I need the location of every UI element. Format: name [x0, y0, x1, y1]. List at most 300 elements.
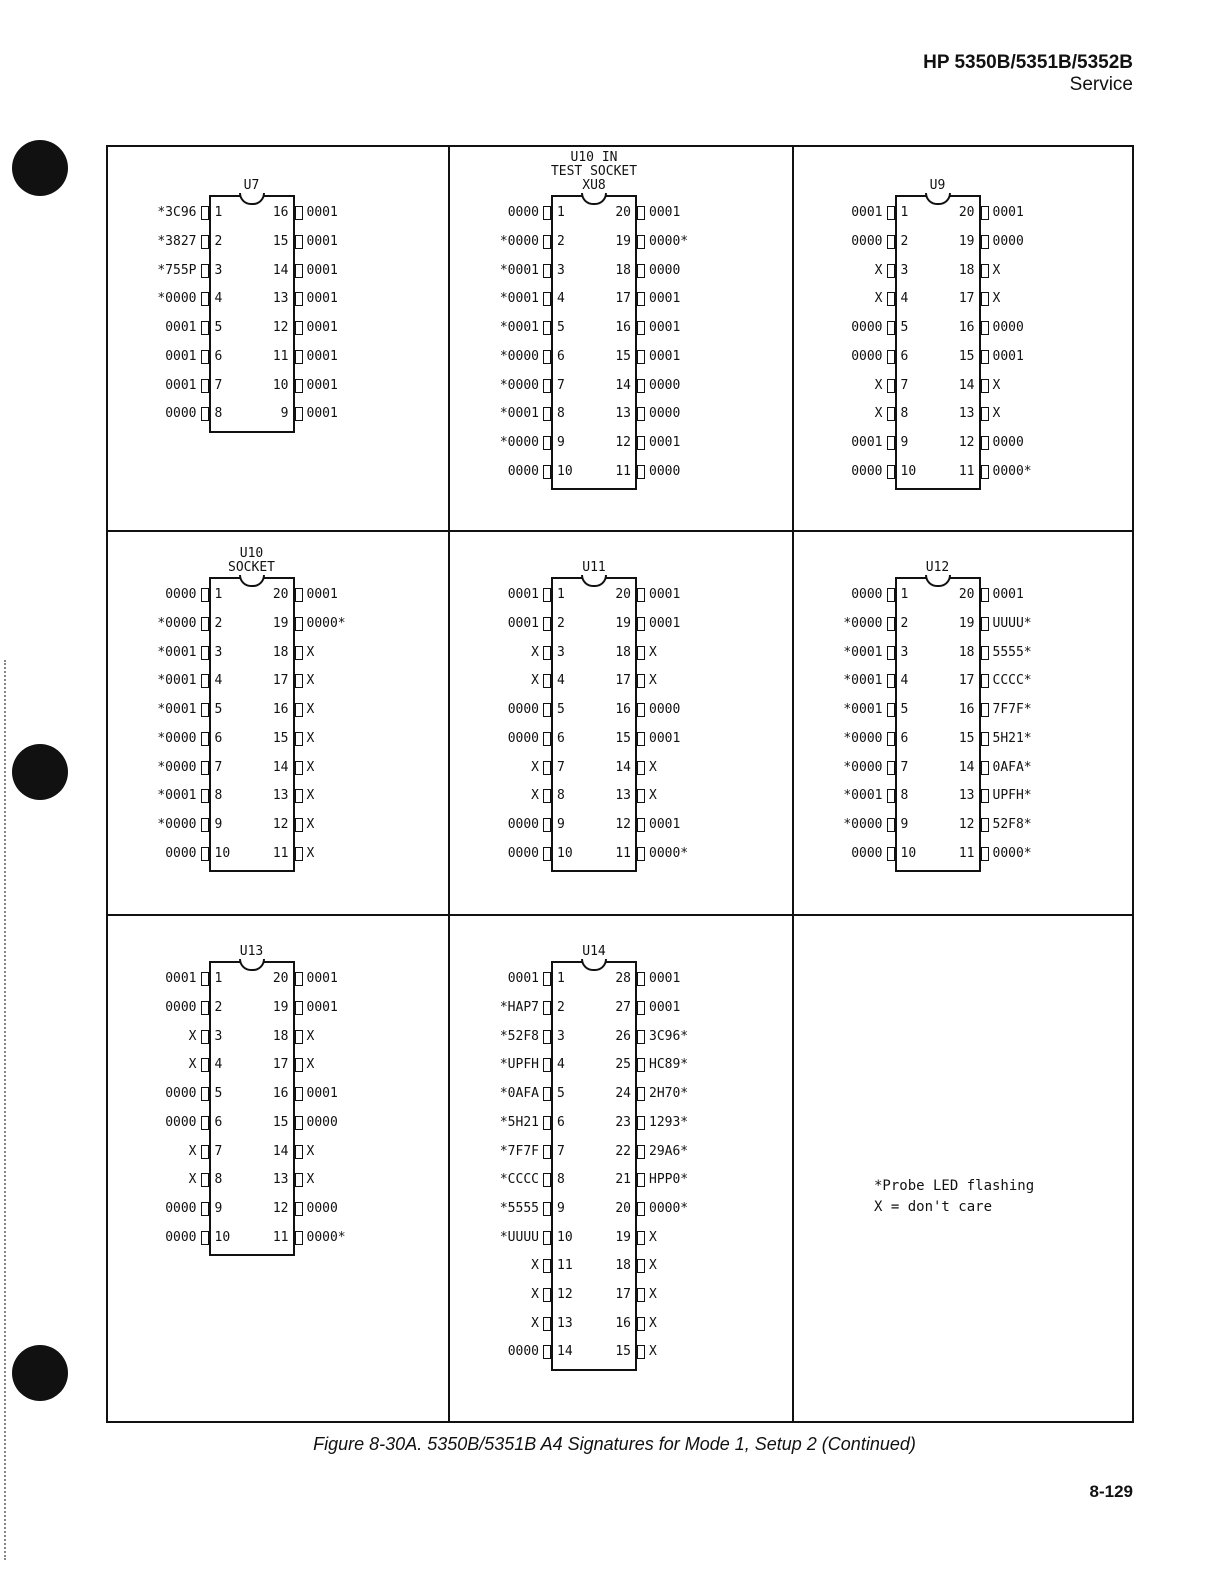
pin-right: [295, 789, 303, 803]
pin-signature: X: [649, 1229, 657, 1245]
pin-number: 15: [958, 730, 975, 746]
pin-signature: X: [649, 1344, 657, 1360]
grid-divider-h2: [108, 914, 1132, 916]
pin-signature: 0000: [649, 377, 681, 393]
pin-signature: 0000: [306, 1200, 338, 1216]
pin-number: 26: [615, 1028, 631, 1044]
pin-left: [201, 818, 209, 832]
pin-number: 20: [615, 587, 631, 603]
pin-signature: 0001: [306, 320, 338, 336]
pin-right: [981, 407, 989, 421]
pin-number: 20: [958, 587, 975, 603]
pin-signature: 0000: [507, 702, 539, 718]
pin-left: [543, 436, 551, 450]
pin-left: [887, 761, 895, 775]
pin-signature: *0001: [843, 673, 883, 689]
pin-right: [295, 972, 303, 986]
pin-right: [295, 761, 303, 775]
pin-signature: *7F7F: [499, 1143, 539, 1159]
pin-right: [637, 617, 645, 631]
pin-left: [543, 465, 551, 479]
pin-number: 6: [900, 348, 909, 364]
chip-title-line: U7: [243, 178, 260, 193]
pin-right: [295, 703, 303, 717]
pin-signature: *3C96: [157, 205, 197, 221]
pin-signature: X: [992, 262, 1001, 278]
pin-signature: 0001: [306, 262, 338, 278]
pin-number: 15: [615, 730, 631, 746]
pin-number: 4: [557, 673, 565, 689]
pin-number: 2: [900, 616, 909, 632]
pin-signature: *0001: [499, 262, 539, 278]
pin-left: [543, 407, 551, 421]
pin-right: [637, 1259, 645, 1273]
pin-left: [201, 264, 209, 278]
pin-signature: *CCCC: [499, 1172, 539, 1188]
pin-number: 5: [557, 1086, 565, 1102]
chip-title-line: SOCKET: [228, 560, 275, 575]
pin-signature: *0000: [157, 759, 197, 775]
pin-number: 17: [958, 291, 975, 307]
pin-signature: UPFH*: [992, 788, 1032, 804]
chip-title: [494, 561, 694, 575]
pin-signature: 0000: [851, 587, 883, 603]
pin-signature: 0000*: [649, 845, 689, 861]
pin-signature: 0001: [992, 205, 1024, 221]
pin-left: [543, 321, 551, 335]
pin-signature: 0000: [165, 1229, 197, 1245]
pin-signature: *0001: [499, 406, 539, 422]
pin-number: 11: [557, 1258, 573, 1274]
pin-right: [637, 1058, 645, 1072]
pin-left: [887, 818, 895, 832]
pin-number: 4: [900, 291, 909, 307]
pin-number: 2: [214, 234, 223, 250]
pin-number: 1: [214, 587, 223, 603]
pin-right: [981, 379, 989, 393]
pin-right: [295, 1202, 303, 1216]
pin-number: 5: [900, 320, 909, 336]
pin-number: 2: [900, 234, 909, 250]
pin-left: [887, 674, 895, 688]
pin-right: [295, 206, 303, 220]
pin-number: 11: [272, 348, 289, 364]
pin-number: 23: [615, 1114, 631, 1130]
pin-signature: 0000: [649, 702, 681, 718]
pin-right: [637, 1173, 645, 1187]
pin-signature: X: [531, 673, 539, 689]
pin-number: 17: [615, 1287, 631, 1303]
pin-number: 2: [557, 1000, 565, 1016]
pin-left: [201, 732, 209, 746]
pin-signature: 0000: [507, 730, 539, 746]
legend: [874, 1176, 1034, 1218]
pin-number: 13: [958, 788, 975, 804]
pin-number: 5: [557, 702, 565, 718]
pin-signature: 0000*: [306, 1229, 346, 1245]
pin-left: [887, 235, 895, 249]
pin-signature: 0001: [306, 377, 338, 393]
pin-signature: 0000*: [992, 845, 1032, 861]
pin-right: [295, 646, 303, 660]
pin-left: [543, 972, 551, 986]
pin-right: [981, 674, 989, 688]
pin-right: [637, 321, 645, 335]
pin-number: 8: [214, 1172, 223, 1188]
pin-number: 17: [615, 673, 631, 689]
pin-signature: 0001: [992, 348, 1024, 364]
pin-signature: X: [531, 1287, 539, 1303]
pin-signature: *755P: [157, 262, 197, 278]
pin-number: 7: [214, 1143, 223, 1159]
pin-signature: X: [188, 1143, 197, 1159]
pin-signature: 0001: [649, 348, 681, 364]
pin-signature: 0000: [992, 320, 1024, 336]
pin-signature: CCCC*: [992, 673, 1032, 689]
pin-number: 13: [615, 788, 631, 804]
pin-left: [543, 1001, 551, 1015]
pin-number: 16: [272, 702, 289, 718]
pin-signature: X: [531, 644, 539, 660]
chip-title-line: U10 IN: [570, 150, 618, 165]
pin-signature: X: [306, 702, 315, 718]
pin-number: 19: [272, 616, 289, 632]
chip-u14-7: [499, 944, 689, 1371]
pin-right: [637, 761, 645, 775]
pin-left: [543, 1087, 551, 1101]
chip-title-line: TEST SOCKET: [550, 164, 638, 179]
pin-number: 8: [557, 1172, 565, 1188]
pin-signature: 52F8*: [992, 816, 1032, 832]
pin-number: 17: [958, 673, 975, 689]
pin-right: [981, 588, 989, 602]
pin-number: 3: [900, 644, 909, 660]
pin-signature: 0000*: [306, 616, 346, 632]
pin-number: 1: [557, 587, 565, 603]
pin-number: 6: [214, 730, 223, 746]
pin-right: [637, 1145, 645, 1159]
pin-number: 8: [214, 788, 223, 804]
pin-right: [637, 703, 645, 717]
pin-number: 3: [214, 1028, 223, 1044]
pin-left: [887, 321, 895, 335]
pin-signature: X: [306, 845, 315, 861]
pin-left: [543, 732, 551, 746]
punch-hole-top: [12, 140, 68, 196]
pin-right: [637, 1001, 645, 1015]
pin-number: 19: [958, 616, 975, 632]
pin-signature: 0001: [306, 587, 338, 603]
pin-number: 16: [958, 702, 975, 718]
pin-right: [295, 235, 303, 249]
pin-right: [295, 379, 303, 393]
pin-number: 3: [214, 262, 223, 278]
grid-divider-v2: [792, 147, 794, 1421]
pin-right: [637, 1317, 645, 1331]
pin-number: 9: [557, 1200, 565, 1216]
pin-right: [981, 732, 989, 746]
pin-signature: *0000: [843, 759, 883, 775]
pin-left: [543, 646, 551, 660]
pin-number: 12: [272, 320, 289, 336]
pin-left: [543, 847, 551, 861]
pin-right: [981, 789, 989, 803]
pin-number: 19: [615, 616, 631, 632]
pin-signature: 0000: [165, 406, 197, 422]
pin-number: 9: [900, 816, 909, 832]
pin-signature: X: [992, 377, 1001, 393]
pin-number: 14: [958, 759, 975, 775]
pin-right: [295, 1116, 303, 1130]
chip-u10-3: [157, 546, 346, 872]
chip-u13-6: [165, 944, 346, 1256]
pin-number: 2: [557, 616, 565, 632]
pin-signature: 0000: [649, 463, 681, 479]
pin-signature: 0000*: [649, 1200, 689, 1216]
pin-right: [981, 206, 989, 220]
chip-title: [838, 179, 1038, 193]
pin-left: [543, 1058, 551, 1072]
pin-number: 12: [272, 816, 289, 832]
pin-number: 13: [557, 1315, 573, 1331]
chip-u9-2: [851, 178, 1032, 490]
chip-title: [494, 945, 694, 959]
pin-signature: 0000: [851, 845, 883, 861]
pin-signature: 0001: [507, 587, 539, 603]
pin-number: 20: [958, 205, 975, 221]
pin-number: 16: [958, 320, 975, 336]
pin-signature: *0000: [499, 434, 539, 450]
pin-signature: 0000: [992, 234, 1024, 250]
pin-number: 7: [557, 377, 565, 393]
pin-right: [295, 321, 303, 335]
pin-signature: 0001: [306, 1000, 338, 1016]
pin-number: 9: [900, 434, 909, 450]
pin-signature: X: [306, 1057, 315, 1073]
pin-number: 15: [272, 234, 289, 250]
pin-right: [637, 1202, 645, 1216]
pin-signature: *0AFA: [499, 1086, 539, 1102]
pin-number: 12: [615, 816, 631, 832]
pin-signature: 5H21*: [992, 730, 1032, 746]
pin-left: [887, 703, 895, 717]
pin-number: 20: [272, 971, 289, 987]
pin-signature: 0000: [851, 463, 883, 479]
pin-signature: 0001: [165, 348, 197, 364]
pin-right: [295, 818, 303, 832]
pin-left: [201, 761, 209, 775]
pin-signature: 1293*: [649, 1114, 689, 1130]
pin-number: 20: [615, 1200, 631, 1216]
pin-number: 1: [900, 587, 909, 603]
pin-right: [637, 646, 645, 660]
pin-signature: 0001: [851, 205, 883, 221]
pin-right: [295, 292, 303, 306]
pin-number: 4: [557, 1057, 565, 1073]
pin-left: [887, 292, 895, 306]
pin-number: 7: [214, 759, 223, 775]
pin-left: [201, 1231, 209, 1245]
pin-number: 11: [272, 845, 289, 861]
chip-u10-in-1: [499, 150, 689, 490]
pin-number: 16: [615, 1315, 631, 1331]
chip-u11-4: [507, 560, 689, 872]
pin-number: 8: [900, 406, 909, 422]
pin-signature: X: [992, 406, 1001, 422]
chip-title: [152, 945, 352, 959]
pin-signature: X: [188, 1028, 197, 1044]
pin-number: 21: [615, 1172, 631, 1188]
pin-number: 18: [958, 644, 975, 660]
pin-right: [637, 674, 645, 688]
pin-signature: 0001: [649, 616, 681, 632]
pin-number: 19: [615, 1229, 631, 1245]
pin-right: [981, 235, 989, 249]
pin-signature: 0000: [165, 1114, 197, 1130]
pin-signature: X: [649, 673, 657, 689]
pin-right: [981, 292, 989, 306]
pin-right: [637, 1345, 645, 1359]
pin-number: 19: [272, 1000, 289, 1016]
pin-signature: 0001: [165, 971, 197, 987]
pin-left: [543, 674, 551, 688]
pin-signature: 0001: [306, 971, 338, 987]
pin-left: [543, 818, 551, 832]
pin-number: 1: [214, 971, 223, 987]
pin-right: [295, 588, 303, 602]
pin-signature: *UPFH: [499, 1057, 539, 1073]
pin-right: [637, 264, 645, 278]
chip-title-line: U12: [925, 560, 950, 575]
pin-left: [543, 1145, 551, 1159]
pin-number: 16: [615, 702, 631, 718]
pin-left: [887, 436, 895, 450]
pin-left: [543, 1259, 551, 1273]
pin-number: 28: [615, 971, 631, 987]
pin-left: [543, 235, 551, 249]
pin-signature: X: [306, 816, 315, 832]
pin-number: 10: [214, 845, 231, 861]
pin-left: [201, 1116, 209, 1130]
pin-number: 19: [615, 234, 631, 250]
pin-signature: 0000: [165, 587, 197, 603]
pin-number: 14: [272, 1143, 289, 1159]
pin-left: [201, 847, 209, 861]
pin-number: 24: [615, 1086, 631, 1102]
pin-signature: *0001: [157, 788, 197, 804]
chip-title: [152, 179, 352, 193]
pin-left: [543, 617, 551, 631]
pin-left: [543, 1173, 551, 1187]
pin-right: [981, 703, 989, 717]
pin-left: [201, 674, 209, 688]
pin-signature: X: [531, 788, 539, 804]
pin-number: 3: [557, 262, 565, 278]
pin-number: 13: [272, 788, 289, 804]
pin-right: [981, 847, 989, 861]
pin-right: [981, 350, 989, 364]
pin-right: [637, 732, 645, 746]
chip-title-line: U14: [582, 944, 606, 959]
pin-number: 15: [272, 730, 289, 746]
pin-number: 13: [272, 1172, 289, 1188]
pin-signature: X: [531, 759, 539, 775]
pin-number: 15: [615, 1344, 631, 1360]
pin-number: 18: [615, 262, 631, 278]
pin-number: 2: [214, 1000, 223, 1016]
pin-signature: X: [188, 1172, 197, 1188]
punch-hole-bottom: [12, 1345, 68, 1401]
pin-signature: 0000: [165, 1086, 197, 1102]
pin-right: [295, 674, 303, 688]
pin-signature: 0001: [306, 406, 338, 422]
pin-number: 18: [958, 262, 975, 278]
pin-right: [295, 732, 303, 746]
pin-number: 18: [615, 1258, 631, 1274]
pin-number: 2: [214, 616, 223, 632]
chip-body: [551, 961, 637, 1371]
pin-signature: 0001: [306, 1086, 338, 1102]
pin-right: [637, 847, 645, 861]
pin-right: [981, 436, 989, 450]
pin-signature: 0001: [306, 205, 338, 221]
pin-signature: 5555*: [992, 644, 1032, 660]
pin-right: [637, 789, 645, 803]
chip-title-line: XU8: [582, 178, 606, 193]
pin-signature: 0001: [306, 348, 338, 364]
pin-number: 1: [557, 971, 565, 987]
pin-right: [295, 1173, 303, 1187]
pin-right: [295, 1058, 303, 1072]
pin-number: 15: [272, 1114, 289, 1130]
pin-number: 11: [615, 463, 631, 479]
pin-signature: X: [649, 644, 657, 660]
pin-left: [201, 206, 209, 220]
pin-signature: X: [649, 759, 657, 775]
pin-left: [201, 350, 209, 364]
header-section: Service: [1069, 74, 1133, 95]
pin-signature: 0001: [649, 320, 681, 336]
pin-number: 16: [615, 320, 631, 336]
pin-left: [543, 264, 551, 278]
pin-number: 8: [214, 406, 223, 422]
pin-number: 10: [557, 845, 573, 861]
pin-number: 6: [557, 348, 565, 364]
pin-left: [543, 1288, 551, 1302]
pin-left: [201, 972, 209, 986]
pin-signature: 0000: [165, 1000, 197, 1016]
pin-right: [295, 1087, 303, 1101]
pin-number: 20: [615, 205, 631, 221]
pin-signature: 0000: [507, 845, 539, 861]
pin-number: 18: [272, 644, 289, 660]
pin-left: [887, 350, 895, 364]
pin-number: 17: [272, 1057, 289, 1073]
pin-number: 4: [900, 673, 909, 689]
pin-signature: X: [874, 406, 883, 422]
pin-right: [637, 379, 645, 393]
pin-number: 9: [280, 406, 289, 422]
pin-number: 15: [958, 348, 975, 364]
pin-signature: *5H21: [499, 1114, 539, 1130]
pin-left: [543, 789, 551, 803]
pin-signature: X: [649, 1258, 657, 1274]
pin-right: [637, 588, 645, 602]
pin-right: [981, 264, 989, 278]
pin-number: 10: [272, 377, 289, 393]
pin-signature: 0001: [649, 587, 681, 603]
pin-number: 10: [900, 845, 917, 861]
